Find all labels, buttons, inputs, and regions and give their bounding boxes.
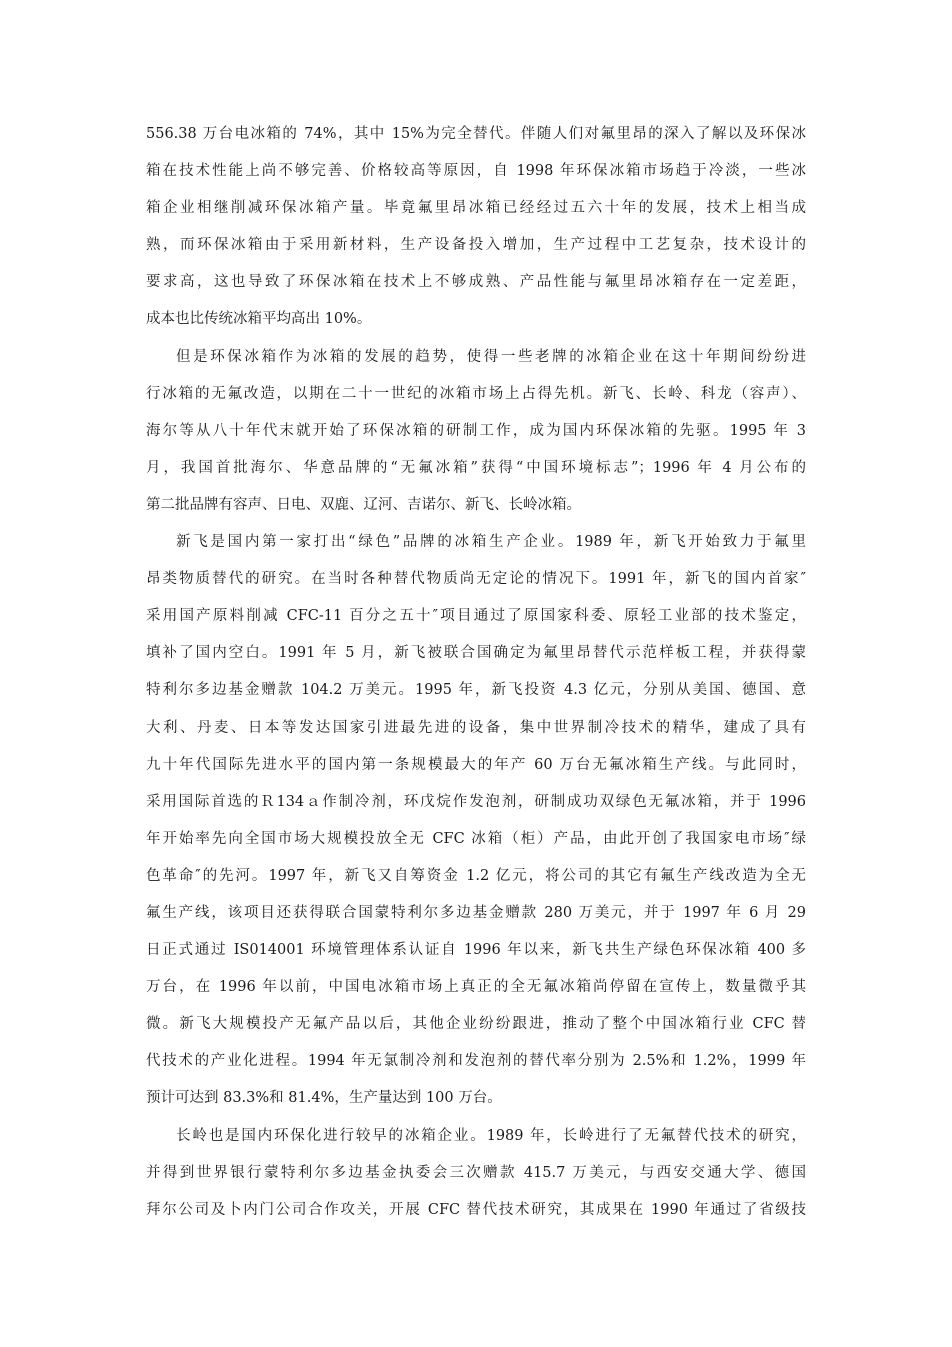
text-line: 箱在技术性能上尚不够完善、价格较高等原因，自 1998 年环保冰箱市场趋于冷淡，一些冰	[146, 163, 806, 180]
paragraph-1	[146, 116, 806, 339]
text-line: 第二批品牌有容声、日电、双鹿、辽河、吉诺尔、新飞、长岭冰箱。	[146, 496, 581, 513]
text-line: 箱企业相继削减环保冰箱产量。毕竟氟里昂冰箱已经经过五六十年的发展，技术上相当成	[146, 200, 806, 217]
text-line: 采用国产原料削减 CFC-11 百分之五十″项目通过了原国家科委、原轻工业部的技术鉴定，	[146, 608, 806, 625]
text-line: 新飞是国内第一家打出“绿色”品牌的冰箱生产企业。1989 年，新飞开始致力于氟里	[176, 534, 806, 551]
text-line: 行冰箱的无氟改造，以期在二十一世纪的冰箱市场上占得先机。新飞、长岭、科龙（容声）、	[146, 385, 806, 402]
text-line: 大利、丹麦、日本等发达国家引进最先进的设备，集中世界制冷技术的精华，建成了具有	[146, 719, 806, 736]
text-line: 日正式通过 IS014001 环境管理体系认证自 1996 年以来，新飞共生产绿色环保冰箱 400 多	[146, 942, 806, 959]
text-line: 但是环保冰箱作为冰箱的发展的趋势，使得一些老牌的冰箱企业在这十年期间纷纷进	[176, 348, 806, 365]
text-line: 色革命″的先河。1997 年，新飞又自筹资金 1.2 亿元，将公司的其它有氟生产线改造为全无	[146, 867, 806, 884]
text-line: 长岭也是国内环保化进行较早的冰箱企业。1989 年，长岭进行了无氟替代技术的研究，	[176, 1127, 806, 1144]
text-line: 预计可达到 83.3%和 81.4%，生产量达到 100 万台。	[146, 1090, 502, 1107]
text-line: 代技术的产业化进程。1994 年无氯制冷剂和发泡剂的替代率分别为 2.5%和 1.2%，1999 年	[146, 1053, 806, 1070]
text-line: 成本也比传统冰箱平均高出 10%。	[146, 311, 372, 328]
text-line: 要求高，这也导致了环保冰箱在技术上不够成熟、产品性能与氟里昂冰箱存在一定差距，	[146, 274, 806, 291]
text-line: 年开始率先向全国市场大规模投放全无 CFC 冰箱（柜）产品，由此开创了我国家电市场″绿	[146, 830, 806, 847]
text-line: 海尔等从八十年代末就开始了环保冰箱的研制工作，成为国内环保冰箱的先驱。1995 年 3	[146, 422, 806, 439]
text-line: 氟生产线，该项目还获得联合国蒙特利尔多边基金赠款 280 万美元，并于 1997 年 6 月 29	[146, 904, 806, 921]
text-line: 556.38 万台电冰箱的 74%，其中 15%为完全替代。伴随人们对氟里昂的深入了解以及环保冰	[146, 126, 806, 142]
text-line: 并得到世界银行蒙特利尔多边基金执委会三次赠款 415.7 万美元，与西安交通大学、德国	[146, 1164, 806, 1181]
text-line: 月，我国首批海尔、华意品牌的“无氟冰箱”获得“中国环境标志”；1996 年 4 月公布的	[146, 459, 806, 476]
paragraph-3	[146, 524, 806, 1118]
text-line: 拜尔公司及卜内门公司合作攻关，开展 CFC 替代技术研究，其成果在 1990 年通过了省级技	[146, 1201, 806, 1218]
paragraph-4	[146, 1118, 806, 1229]
text-line: 特利尔多边基金赠款 104.2 万美元。1995 年，新飞投资 4.3 亿元，分别从美国、德国、意	[146, 682, 806, 699]
body-text	[146, 116, 806, 1229]
text-line: 昂类物质替代的研究。在当时各种替代物质尚无定论的情况下。1991 年，新飞的国内首家″	[146, 571, 806, 588]
text-line: 九十年代国际先进水平的国内第一条规模最大的年产 60 万台无氟冰箱生产线。与此同时，	[146, 756, 806, 773]
paragraph-2	[146, 339, 806, 524]
text-line: 采用国际首选的Ｒ134ａ作制冷剂，环戊烷作发泡剂，研制成功双绿色无氟冰箱，并于 1996	[146, 793, 806, 810]
text-line: 微。新飞大规模投产无氟产品以后，其他企业纷纷跟进，推动了整个中国冰箱行业 CFC 替	[146, 1016, 806, 1033]
text-line: 填补了国内空白。1991 年 5 月，新飞被联合国确定为氟里昂替代示范样板工程，并获得蒙	[146, 645, 806, 662]
text-line: 熟，而环保冰箱由于采用新材料，生产设备投入增加，生产过程中工艺复杂，技术设计的	[146, 237, 806, 254]
text-line: 万台，在 1996 年以前，中国电冰箱市场上真正的全无氟冰箱尚停留在宣传上，数量微乎其	[146, 979, 806, 996]
